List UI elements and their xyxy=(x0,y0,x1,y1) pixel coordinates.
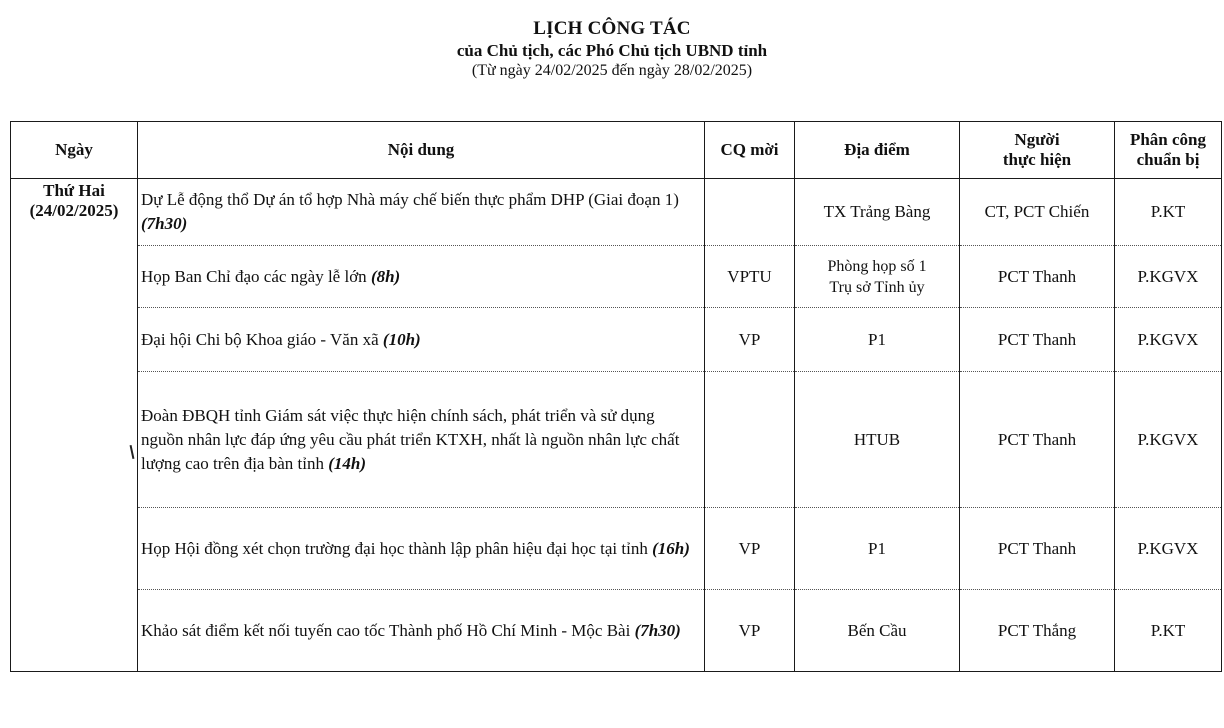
inviter-cell xyxy=(705,179,795,246)
content-text: Khảo sát điểm kết nối tuyến cao tốc Thành phố Hồ Chí Minh - Mộc Bài xyxy=(141,620,631,640)
prep-cell: P.KGVX xyxy=(1115,508,1222,590)
date-range: (Từ ngày 24/02/2025 đến ngày 28/02/2025) xyxy=(471,62,753,79)
day-weekday: Thứ Hai xyxy=(43,181,105,200)
content-cell xyxy=(138,508,705,590)
place-line2: Trụ sở Tỉnh ủy xyxy=(829,278,925,296)
content-text: Đoàn ĐBQH tỉnh Giám sát việc thực hiện chính sách, phát triển và sử dụng nguồn nhân lực đáp ứng yêu cầu phát triển KTXH, nhất là nguồn nhân lực chất lượng cao trên địa bàn tỉnh xyxy=(141,405,680,473)
column-header-performer xyxy=(960,122,1115,179)
schedule-table xyxy=(10,121,1222,672)
inviter-cell: VP xyxy=(705,590,795,672)
performer-cell: CT, PCT Chiến xyxy=(960,179,1115,246)
content-cell xyxy=(138,372,705,508)
performer-cell: PCT Thanh xyxy=(960,308,1115,372)
document-title: LỊCH CÔNG TÁC xyxy=(533,18,691,39)
table-row xyxy=(11,179,1222,246)
content-cell xyxy=(138,179,705,246)
place-cell xyxy=(795,246,960,308)
column-header-day: Ngày xyxy=(11,122,138,179)
header-row xyxy=(11,122,1222,179)
table-row xyxy=(11,508,1222,590)
inviter-cell: VP xyxy=(705,508,795,590)
content-text: Dự Lễ động thổ Dự án tổ hợp Nhà máy chế biến thực phẩm DHP (Giai đoạn 1) xyxy=(141,190,679,209)
place-cell: HTUB xyxy=(795,372,960,508)
time-label: (7h30) xyxy=(141,214,188,233)
day-date: (24/02/2025) xyxy=(29,201,119,220)
inviter-cell: VPTU xyxy=(705,246,795,308)
place-cell: TX Trảng Bàng xyxy=(795,179,960,246)
content-cell xyxy=(138,590,705,672)
inviter-cell: VP xyxy=(705,308,795,372)
column-header-prep xyxy=(1115,122,1222,179)
performer-cell: PCT Thanh xyxy=(960,508,1115,590)
column-header-place: Địa điểm xyxy=(795,122,960,179)
content-text: Đại hội Chi bộ Khoa giáo - Văn xã xyxy=(141,329,379,349)
prep-cell: P.KGVX xyxy=(1115,308,1222,372)
time-label: (8h) xyxy=(370,266,401,286)
place-line1: Phòng họp số 1 xyxy=(827,257,927,275)
performer-cell: PCT Thắng xyxy=(960,590,1115,672)
table-row xyxy=(11,308,1222,372)
place-cell: P1 xyxy=(795,308,960,372)
prep-cell: P.KT xyxy=(1115,590,1222,672)
time-label: (16h) xyxy=(652,538,690,558)
document-header xyxy=(0,18,1224,81)
content-cell xyxy=(138,308,705,372)
place-cell: Bến Cầu xyxy=(795,590,960,672)
table-row xyxy=(11,372,1222,508)
column-header-prep-line2: chuẩn bị xyxy=(1136,150,1200,169)
content-text: Họp Ban Chỉ đạo các ngày lễ lớn xyxy=(141,266,367,286)
content-cell xyxy=(138,246,705,308)
table-row xyxy=(11,590,1222,672)
place-cell: P1 xyxy=(795,508,960,590)
time-label: (10h) xyxy=(382,329,421,349)
prep-cell: P.KGVX xyxy=(1115,372,1222,508)
time-label: (14h) xyxy=(328,453,366,473)
column-header-inviter: CQ mời xyxy=(705,122,795,179)
day-cell xyxy=(11,179,138,672)
performer-cell: PCT Thanh xyxy=(960,246,1115,308)
content-text: Họp Hội đồng xét chọn trường đại học thành lập phân hiệu đại học tại tỉnh xyxy=(141,538,648,558)
handwritten-mark xyxy=(130,445,135,459)
inviter-cell xyxy=(705,372,795,508)
column-header-prep-line1: Phân công xyxy=(1129,130,1207,149)
column-header-content: Nội dung xyxy=(138,122,705,179)
performer-cell: PCT Thanh xyxy=(960,372,1115,508)
document-subtitle: của Chủ tịch, các Phó Chủ tịch UBND tỉnh xyxy=(456,41,768,60)
prep-cell: P.KGVX xyxy=(1115,246,1222,308)
prep-cell: P.KT xyxy=(1115,179,1222,246)
column-header-performer-line2: thực hiện xyxy=(1002,150,1072,169)
table-row xyxy=(11,246,1222,308)
time-label: (7h30) xyxy=(634,620,681,640)
column-header-performer-line1: Người xyxy=(1014,130,1060,149)
